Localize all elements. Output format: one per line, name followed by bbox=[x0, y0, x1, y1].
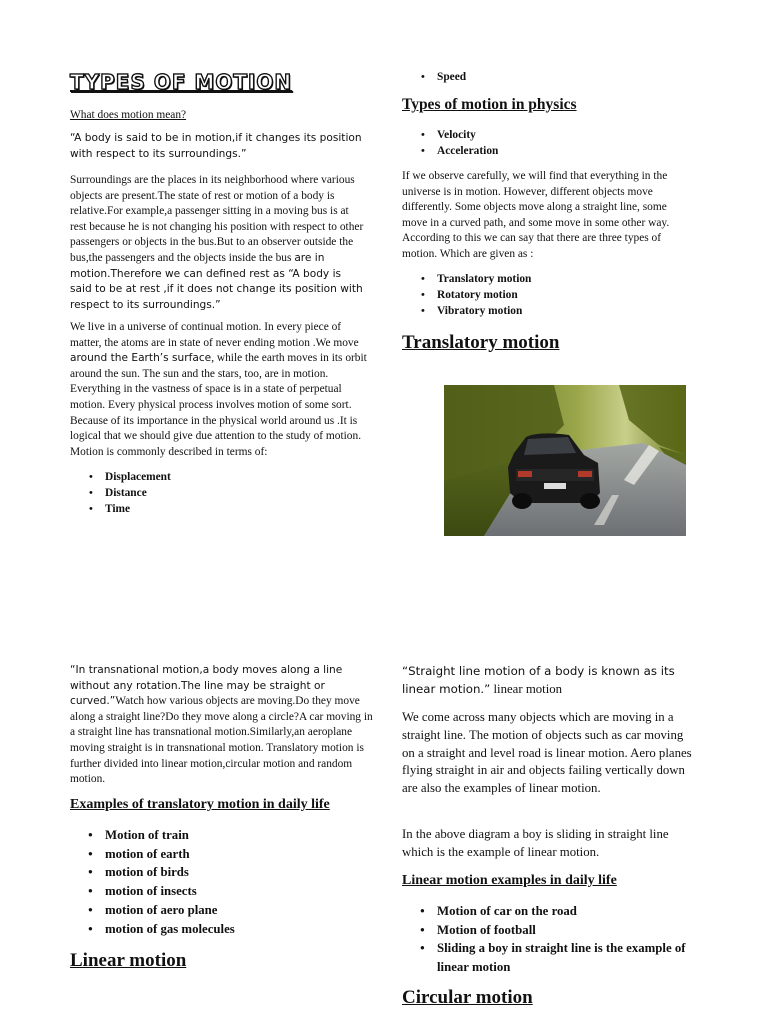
universe-text-1: We live in a universe of continual motion. In every piece of matter, the atoms are in state of never ending motion .We move bbox=[70, 321, 359, 349]
types-heading: Types of motion in physics bbox=[402, 96, 577, 113]
list-item: ● motion of insects bbox=[70, 882, 370, 901]
diagram-paragraph: In the above diagram a boy is sliding in straight line which is the example of linear motion. bbox=[402, 827, 669, 859]
motion-definition bbox=[70, 131, 370, 162]
linear-quote-tail: linear motion bbox=[490, 681, 563, 696]
circular-heading: Circular motion bbox=[402, 987, 533, 1008]
linear-paragraph: We come across many objects which are moving in a straight line. The motion of objects such as car moving on a straight and level road is linear motion. Aero planes flying straight in air and objects failing vertically down are also the examples of linear motion. bbox=[402, 710, 692, 796]
list-item: • Distance bbox=[70, 485, 350, 501]
motion-definition-text: “A body is said to be in motion,if it changes its position with respect to its surroundings.” bbox=[70, 132, 362, 160]
list-item: ● Motion of train bbox=[70, 826, 370, 845]
list-item: • Velocity bbox=[402, 127, 682, 143]
list-item: • Displacement bbox=[70, 469, 350, 485]
list-item: • Vibratory motion bbox=[402, 303, 682, 319]
universe-text-2: , while the earth moves in its orbit around the sun. The sun and the stars, too, are in motion. Everything in the vastness of space is in a state of perpetual motion. Every physical process involves motion of some sort. Because of its importance in the physical world around us .It is logical that we should give due attention to the study of motion. Motion is commonly described in terms of: bbox=[70, 352, 367, 458]
list-item: ● Motion of car on the road bbox=[402, 902, 698, 921]
types-bullets bbox=[402, 127, 682, 159]
observe-paragraph: If we observe carefully, we will find that everything in the universe is in motion. However, different objects move differently. Some objects move along a straight line, some move in a curved path, and some move in some other way. According to this we can say that there are three types of motion. Which are given as : bbox=[402, 170, 670, 260]
earth-surface-link[interactable]: around the Earth’s surface bbox=[70, 352, 212, 365]
surroundings-text-2: are in motion.Therefore we can defined rest as “A body is said to be at rest ,if it does not change its position with respect to its surroundings.” bbox=[70, 251, 363, 311]
list-item: ● motion of gas molecules bbox=[70, 920, 370, 939]
terms-list-continued bbox=[402, 69, 682, 85]
car-on-road-photo bbox=[444, 385, 686, 536]
examples-list bbox=[70, 826, 370, 938]
list-item: ● Sliding a boy in straight line is the example of linear motion bbox=[402, 939, 698, 976]
translational-paragraph bbox=[70, 663, 374, 788]
list-item: • Rotatory motion bbox=[402, 287, 682, 303]
translatory-heading: Translatory motion bbox=[402, 332, 560, 353]
terms-list bbox=[70, 469, 350, 518]
linear-examples-list bbox=[402, 902, 698, 977]
examples-heading: Examples of translatory motion in daily life bbox=[70, 797, 330, 812]
linear-quote: “Straight line motion of a body is known as its linear motion.” bbox=[402, 664, 675, 696]
list-item: • Time bbox=[70, 501, 350, 517]
list-item: ● motion of birds bbox=[70, 863, 370, 882]
translational-text-2: Watch how various objects are moving.Do they move along a straight line?Do they move along a circle?A car moving in a straight line has transnational motion.Similarly,an aeroplane moving straight is in transnational motion. Translatory motion is further divided into linear motion,circular motion and random motion. bbox=[70, 695, 373, 786]
motion-question[interactable]: What does motion mean? bbox=[70, 109, 187, 121]
car-photo-illustration bbox=[444, 385, 686, 536]
linear-definition bbox=[402, 663, 702, 699]
translational-text-1: “In transnational motion,a body moves along a line without any rotation.The line may be straight or curved.” bbox=[70, 664, 343, 708]
universe-paragraph bbox=[70, 320, 368, 460]
list-item: ● motion of aero plane bbox=[70, 901, 370, 920]
list-item: ● motion of earth bbox=[70, 845, 370, 864]
list-item: • Speed bbox=[402, 69, 682, 85]
list-item: ● Motion of football bbox=[402, 921, 698, 940]
list-item: • Acceleration bbox=[402, 143, 682, 159]
motion-types-list bbox=[402, 271, 682, 320]
document-title: TYPES OF MOTION bbox=[70, 70, 293, 94]
linear-heading: Linear motion bbox=[70, 950, 187, 971]
linear-examples-heading: Linear motion examples in daily life bbox=[402, 873, 617, 888]
surroundings-paragraph bbox=[70, 173, 366, 313]
list-item: • Translatory motion bbox=[402, 271, 682, 287]
surroundings-text-1: Surroundings are the places in its neighborhood where various objects are present.The state of rest or motion of a body is relative.For example,a passenger sitting in a moving bus is at rest because he is not changing his position with respect to other passengers or objects in the bus.But to an observer outside the bus,the passengers and the objects inside the bus bbox=[70, 174, 364, 264]
